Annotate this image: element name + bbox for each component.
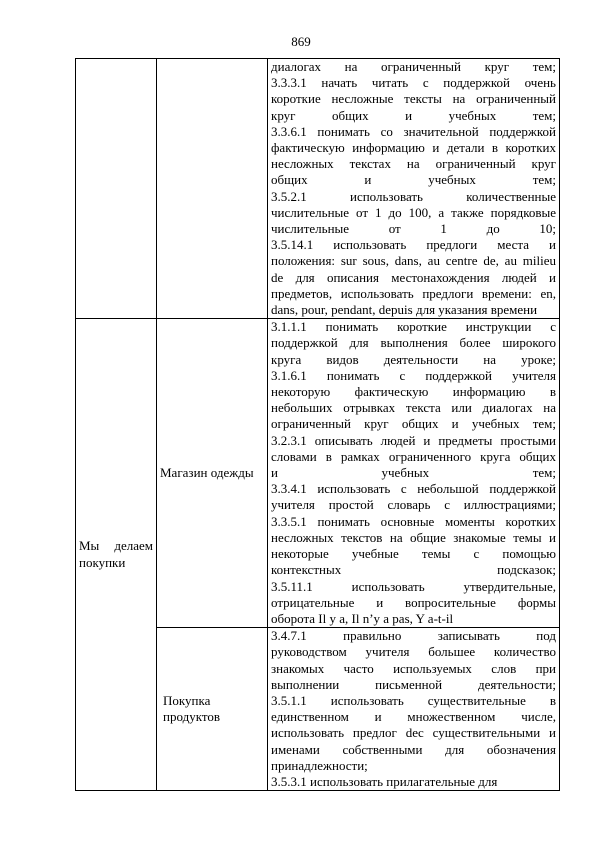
objectives-cell <box>268 628 560 791</box>
page-number: 869 <box>291 34 311 49</box>
objective-line: некоторые учебные темы с помощью <box>271 546 556 562</box>
objective-line: диалогах на ограниченный круг тем; <box>271 59 556 74</box>
objective-line: несложных текстов на общие знакомые темы и <box>271 529 556 545</box>
objective-line: общих и учебных тем; <box>271 172 556 188</box>
objective-line: выполнении письменной деятельности; <box>271 676 556 692</box>
objective-line: и учебных тем; <box>271 465 556 481</box>
objective-line: принадлежности; <box>271 757 368 773</box>
subtopic-title: Магазин одежды <box>160 465 254 481</box>
objective-line: круг общих и учебных тем; <box>271 107 556 123</box>
objective-line: знакомых часто используемых слов при <box>271 660 556 676</box>
objective-line: 3.5.1.1 использовать существительные в <box>271 692 556 708</box>
objective-line: 3.2.3.1 описывать людей и предметы простыми <box>271 432 556 448</box>
objective-line: числительные от 1 до 100, а также порядковые <box>271 204 556 220</box>
objective-line: 3.5.11.1 использовать утвердительные, <box>271 578 556 594</box>
objective-line: отрицательные и вопросительные формы <box>271 594 556 610</box>
objective-line: круга видов деятельности на уроке; <box>271 351 556 367</box>
empty-topic-cell <box>76 59 157 319</box>
objective-line: оборота Il y a, Il n’y a pas, Y a-t-il <box>271 610 454 626</box>
objective-line: 3.3.5.1 понимать основные моменты коротких <box>271 513 556 529</box>
table-row <box>76 319 560 628</box>
objective-line: контекстных подсказок; <box>271 562 556 578</box>
objective-line: 3.3.6.1 понимать со значительной поддержкой <box>271 123 556 139</box>
objective-line: 3.4.7.1 правильно записывать под <box>271 628 556 644</box>
topic-cell <box>76 319 157 791</box>
subtopic-title: Покупка продуктов <box>163 692 220 725</box>
objective-line: 3.3.4.1 использовать с небольшой поддержкой <box>271 481 556 497</box>
table-row <box>76 59 560 319</box>
objective-line: фактическую информацию и детали в коротких <box>271 140 556 156</box>
objective-line: именами собственными для обозначения <box>271 741 556 757</box>
subtopic-cell <box>157 319 268 628</box>
objective-line: небольших отрывках текста или диалогах на <box>271 400 556 416</box>
objectives-cell <box>268 319 560 628</box>
subtopic-cell <box>157 628 268 791</box>
objective-line: единственном и множественном числе, <box>271 709 556 725</box>
objective-line: 3.1.6.1 понимать с поддержкой учителя <box>271 367 556 383</box>
objective-line: некоторую фактическую информацию в <box>271 384 556 400</box>
objective-line: использовать предлог dec существительными и <box>271 725 556 741</box>
objective-line: ограниченный круг общих и учебных тем; <box>271 416 556 432</box>
objectives-cell <box>268 59 560 319</box>
objective-line: короткие несложные тексты на ограниченный <box>271 91 556 107</box>
objective-line: 3.5.3.1 использовать прилагательные для <box>271 773 498 789</box>
empty-subtopic-cell <box>157 59 268 319</box>
objective-line: положения: sur sous, dans, au centre de, au milieu <box>271 253 556 269</box>
objective-line: 3.3.3.1 начать читать с поддержкой очень <box>271 75 556 91</box>
objective-line: словами в рамках ограниченного круга общих <box>271 448 556 464</box>
objective-line: 3.5.2.1 использовать количественные <box>271 188 556 204</box>
objective-line: несложных текстах на ограниченный круг <box>271 156 556 172</box>
objective-line: предметов, использовать предлоги времени: en, <box>271 285 556 301</box>
objective-line: руководством учителя большее количество <box>271 644 556 660</box>
objective-line: числительные от 1 до 10; <box>271 221 556 237</box>
topic-title: Мы делаем покупки <box>79 538 153 570</box>
objective-line: de для описания местонахождения людей и <box>271 269 556 285</box>
objective-line: 3.1.1.1 понимать короткие инструкции с <box>271 319 556 335</box>
objective-line: 3.5.14.1 использовать предлоги места и <box>271 237 556 253</box>
curriculum-table <box>75 58 560 791</box>
objective-line: учителя простой словарь с иллюстрациями; <box>271 497 556 513</box>
objective-line: поддержкой для выполнения более широкого <box>271 335 556 351</box>
objective-line: dans, pour, pendant, depuis для указания времени <box>271 302 538 318</box>
